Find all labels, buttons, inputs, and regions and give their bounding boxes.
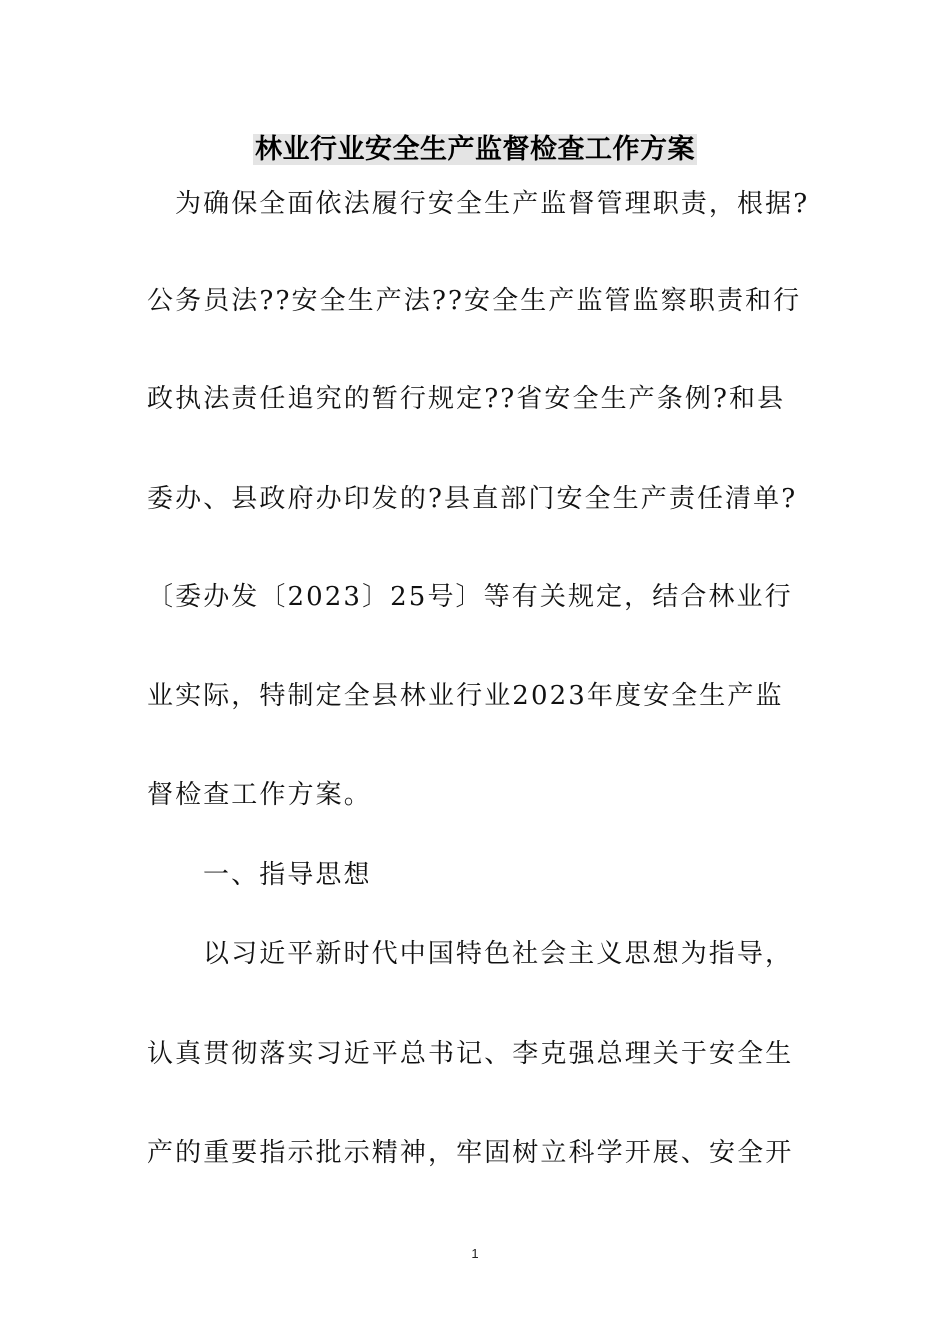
paragraph-line: 政执法责任追究的暂行规定??省安全生产条例?和县 <box>147 384 786 414</box>
paragraph-line: 公务员法??安全生产法??安全生产监管监察职责和行 <box>147 286 802 316</box>
document-title-row <box>0 132 950 168</box>
paragraph-line: 认真贯彻落实习近平总书记、李克强总理关于安全生 <box>147 1039 794 1069</box>
paragraph-line: 〔委办发〔2023〕25号〕等有关规定，结合林业行 <box>147 582 793 612</box>
paragraph-line: 督检查工作方案。 <box>147 780 372 810</box>
paragraph-line: 业实际，特制定全县林业行业2023年度安全生产监 <box>147 681 784 711</box>
paragraph-line: 委办、县政府办印发的?县直部门安全生产责任清单? <box>147 484 798 514</box>
section-heading: 一、指导思想 <box>203 860 372 890</box>
page-number: 1 <box>471 1246 479 1261</box>
paragraph-line: 以习近平新时代中国特色社会主义思想为指导， <box>203 939 794 969</box>
document-title: 林业行业安全生产监督检查工作方案 <box>255 134 695 165</box>
paragraph-line: 为确保全面依法履行安全生产监督管理职责，根据? <box>175 189 810 219</box>
paragraph-line: 产的重要指示批示精神，牢固树立科学开展、安全开 <box>147 1138 794 1168</box>
